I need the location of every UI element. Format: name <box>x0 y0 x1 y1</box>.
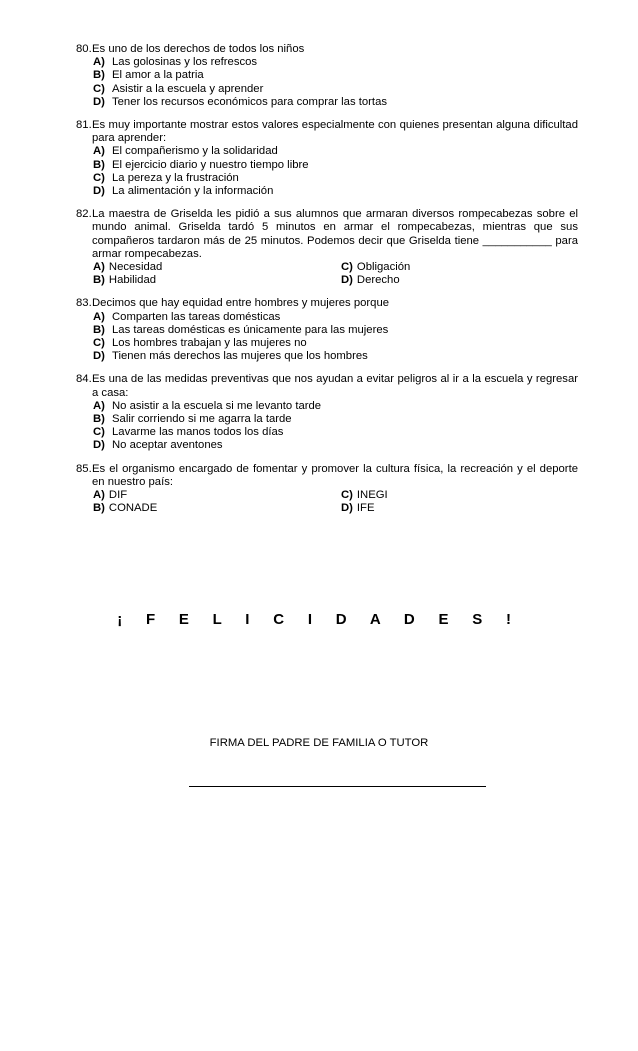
option-c <box>76 426 578 439</box>
option-letter: D) <box>93 350 105 363</box>
question-number: 85. <box>76 462 92 475</box>
question-number: 84. <box>76 373 92 386</box>
option-letter: C) <box>93 337 105 350</box>
option-a <box>76 311 578 324</box>
question-80 <box>76 43 578 109</box>
option-c <box>76 172 578 185</box>
option-text: Los hombres trabajan y las mujeres no <box>112 337 307 350</box>
signature-line <box>189 786 486 787</box>
option-a <box>93 261 341 274</box>
option-text: DIF <box>108 489 128 502</box>
option-b <box>93 274 341 287</box>
option-text: El ejercicio diario y nuestro tiempo libre <box>112 158 309 171</box>
option-letter: B) <box>93 158 105 171</box>
question-number: 83. <box>76 297 92 310</box>
option-letter: A) <box>93 489 105 502</box>
option-text: Las golosinas y los refrescos <box>112 56 258 69</box>
option-d <box>76 439 578 452</box>
option-letter: C) <box>93 171 105 184</box>
option-letter: A) <box>93 261 105 274</box>
option-d <box>76 350 578 363</box>
signature-label: FIRMA DEL PADRE DE FAMILIA O TUTOR <box>209 737 429 749</box>
option-a <box>76 145 578 158</box>
option-text: La pereza y la frustración <box>112 171 239 184</box>
option-letter: C) <box>93 426 105 439</box>
option-letter: A) <box>93 399 105 412</box>
option-a <box>93 489 341 502</box>
option-text: Las tareas domésticas es únicamente para las mujeres <box>112 323 389 336</box>
option-c <box>76 337 578 350</box>
option-d <box>341 274 578 287</box>
option-text: INEGI <box>356 489 388 502</box>
option-d <box>76 96 578 109</box>
question-text: Es uno de los derechos de todos los niños <box>92 43 305 55</box>
option-b <box>93 502 341 515</box>
option-text: El amor a la patria <box>112 69 204 82</box>
option-b <box>76 413 578 426</box>
option-letter: C) <box>341 261 353 274</box>
option-letter: D) <box>341 502 353 515</box>
question-text: Es una de las medidas preventivas que nos ayudan a evitar peligros al ir a la escuela y regresar a casa: <box>92 373 578 399</box>
option-text: Derecho <box>356 274 400 287</box>
question-85 <box>76 463 578 516</box>
option-letter: D) <box>93 95 105 108</box>
felicidades-heading: ¡ F E L I C I D A D E S ! <box>117 611 521 628</box>
option-a <box>76 56 578 69</box>
question-82 <box>76 208 578 287</box>
question-83 <box>76 297 578 363</box>
option-letter: B) <box>93 274 105 287</box>
option-text: Necesidad <box>108 261 163 274</box>
option-letter: B) <box>93 323 105 336</box>
option-letter: A) <box>93 145 105 158</box>
question-text: Es muy importante mostrar estos valores especialmente con quienes presentan alguna dificultad para aprender: <box>92 119 578 145</box>
options-grid <box>76 261 578 287</box>
option-d <box>341 502 578 515</box>
option-b <box>76 159 578 172</box>
option-letter: A) <box>93 56 105 69</box>
option-letter: C) <box>93 82 105 95</box>
option-letter: B) <box>93 69 105 82</box>
option-text: Tienen más derechos las mujeres que los hombres <box>112 350 368 363</box>
option-text: IFE <box>356 502 375 515</box>
option-text: No aceptar aventones <box>112 439 223 452</box>
option-letter: B) <box>93 502 105 515</box>
question-text: Es el organismo encargado de fomentar y promover la cultura física, la recreación y el deporte en nuestro país: <box>92 462 578 488</box>
option-a <box>76 400 578 413</box>
option-letter: A) <box>93 310 105 323</box>
option-text: El compañerismo y la solidaridad <box>112 145 278 158</box>
option-letter: D) <box>93 185 105 198</box>
option-text: Salir corriendo si me agarra la tarde <box>112 413 292 426</box>
option-b <box>76 324 578 337</box>
option-text: La alimentación y la información <box>112 185 274 198</box>
option-text: Lavarme las manos todos los días <box>112 426 284 439</box>
option-letter: C) <box>341 489 353 502</box>
option-text: Asistir a la escuela y aprender <box>112 82 264 95</box>
options-grid <box>76 489 578 515</box>
question-81 <box>76 119 578 198</box>
option-c <box>341 261 578 274</box>
option-text: Habilidad <box>108 274 157 287</box>
option-b <box>76 69 578 82</box>
question-text: Decimos que hay equidad entre hombres y mujeres porque <box>92 297 390 310</box>
question-text: La maestra de Griselda les pidió a sus alumnos que armaran diversos rompecabezas sobre el mundo animal. Griselda tardó 5 minutos en armar el rompecabezas, mientras que sus compañeros tardaron más de 25 minutos. Podemos decir que Griselda tiene ___________ para armar rompecabezas. <box>92 208 578 260</box>
option-text: Obligación <box>356 261 411 274</box>
option-text: CONADE <box>108 502 158 515</box>
option-c <box>341 489 578 502</box>
question-number: 81. <box>76 119 92 132</box>
question-number: 82. <box>76 208 92 221</box>
option-d <box>76 185 578 198</box>
option-letter: B) <box>93 413 105 426</box>
option-letter: D) <box>93 439 105 452</box>
question-number: 80. <box>76 43 92 55</box>
option-text: Comparten las tareas domésticas <box>112 310 281 323</box>
option-letter: D) <box>341 274 353 287</box>
option-text: No asistir a la escuela si me levanto tarde <box>112 399 322 412</box>
option-c <box>76 83 578 96</box>
question-list <box>76 43 578 526</box>
option-text: Tener los recursos económicos para comprar las tortas <box>112 95 388 108</box>
question-84 <box>76 373 578 452</box>
